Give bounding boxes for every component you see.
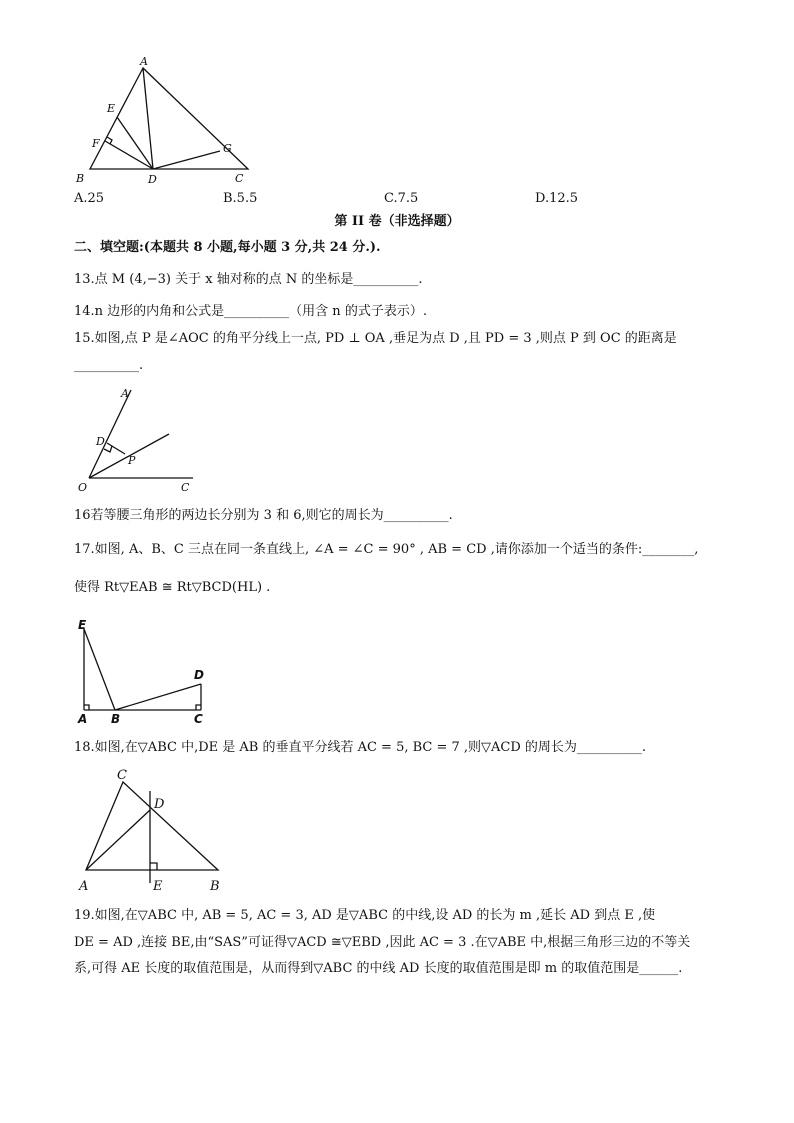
segment-ad: [143, 68, 153, 169]
figure-q12-triangle: [70, 55, 260, 190]
question-14: 14.n 边形的内角和公式是__________（用含 n 的式子表示）.: [74, 304, 427, 319]
question-15-line1: 15.如图,点 P 是∠AOC 的角平分线上一点, PD ⊥ OA ,垂足为点 D ,且 PD = 3 ,则点 P 到 OC 的距离是: [74, 331, 677, 346]
segment-de: [117, 117, 153, 169]
question-19-line2: DE = AD ,连接 BE,由“SAS”可证得▽ACD ≅▽EBD ,因此 AC = 3 .在▽ABE 中,根据三角形三边的不等关: [74, 935, 691, 950]
figure-q17: [75, 617, 215, 727]
section2-header: 二、填空题:(本题共 8 小题,每小题 3 分,共 24 分.).: [74, 240, 381, 255]
label-a: A: [79, 879, 89, 894]
question-17-line1: 17.如图, A、B、C 三点在同一条直线上, ∠A = ∠C = 90° , AB = CD ,请你添加一个适当的条件:________,: [74, 542, 699, 557]
label-d: D: [194, 668, 204, 682]
segment-dg: [153, 151, 220, 169]
label-d: D: [96, 435, 105, 448]
label-e: E: [78, 618, 87, 632]
label-e: E: [153, 879, 163, 894]
label-a: A: [121, 387, 129, 400]
label-c: C: [235, 172, 244, 185]
segment-df: [105, 141, 153, 169]
segment-ad: [86, 810, 150, 870]
label-e: E: [107, 102, 116, 115]
label-a: A: [78, 712, 88, 726]
question-19-line1: 19.如图,在▽ABC 中, AB = 5, AC = 3, AD 是▽ABC 的中线,设 AD 的长为 m ,延长 AD 到点 E ,使: [74, 908, 656, 923]
label-p: P: [128, 454, 136, 467]
right-angle-mark-c: [196, 705, 201, 710]
label-c: C: [194, 712, 203, 726]
label-b: B: [76, 172, 85, 185]
option-c: C.7.5: [384, 191, 419, 206]
label-c: C: [181, 481, 190, 494]
segment-eb: [84, 629, 115, 710]
figure-q15-angle: [75, 382, 205, 497]
label-b: B: [210, 879, 220, 894]
question-18: 18.如图,在▽ABC 中,DE 是 AB 的垂直平分线若 AC = 5, BC = 7 ,则▽ACD 的周长为__________.: [74, 740, 647, 755]
section-title: 第 II 卷（非选择题）: [334, 214, 460, 229]
right-angle-mark-a: [84, 705, 89, 710]
segment-bd: [115, 684, 201, 710]
figure-q18: [75, 763, 235, 898]
option-a: A.25: [74, 191, 105, 206]
question-15-line2: __________.: [74, 358, 144, 373]
label-b: B: [111, 712, 121, 726]
question-16: 16若等腰三角形的两边长分别为 3 和 6,则它的周长为__________.: [74, 508, 453, 523]
question-17-line2: 使得 Rt▽EAB ≅ Rt▽BCD(HL) .: [74, 580, 271, 595]
label-o: O: [78, 481, 88, 494]
label-g: G: [223, 142, 232, 155]
option-b: B.5.5: [223, 191, 258, 206]
label-d: D: [148, 173, 157, 186]
right-angle-mark-d: [104, 446, 112, 452]
right-angle-mark-e: [150, 863, 157, 870]
question-19-line3: 系,可得 AE 长度的取值范围是，从而得到▽ABC 的中线 AD 长度的取值范围是即 m 的取值范围是______.: [74, 961, 683, 976]
label-d: D: [154, 797, 165, 812]
question-13: 13.点 M (4,−3) 关于 x 轴对称的点 N 的坐标是__________.: [74, 272, 423, 287]
triangle-abc: [86, 782, 218, 870]
label-a: A: [140, 55, 148, 68]
ray-oa: [89, 390, 131, 478]
option-d: D.12.5: [535, 191, 579, 206]
label-c: C: [117, 768, 127, 783]
label-f: F: [92, 137, 100, 150]
